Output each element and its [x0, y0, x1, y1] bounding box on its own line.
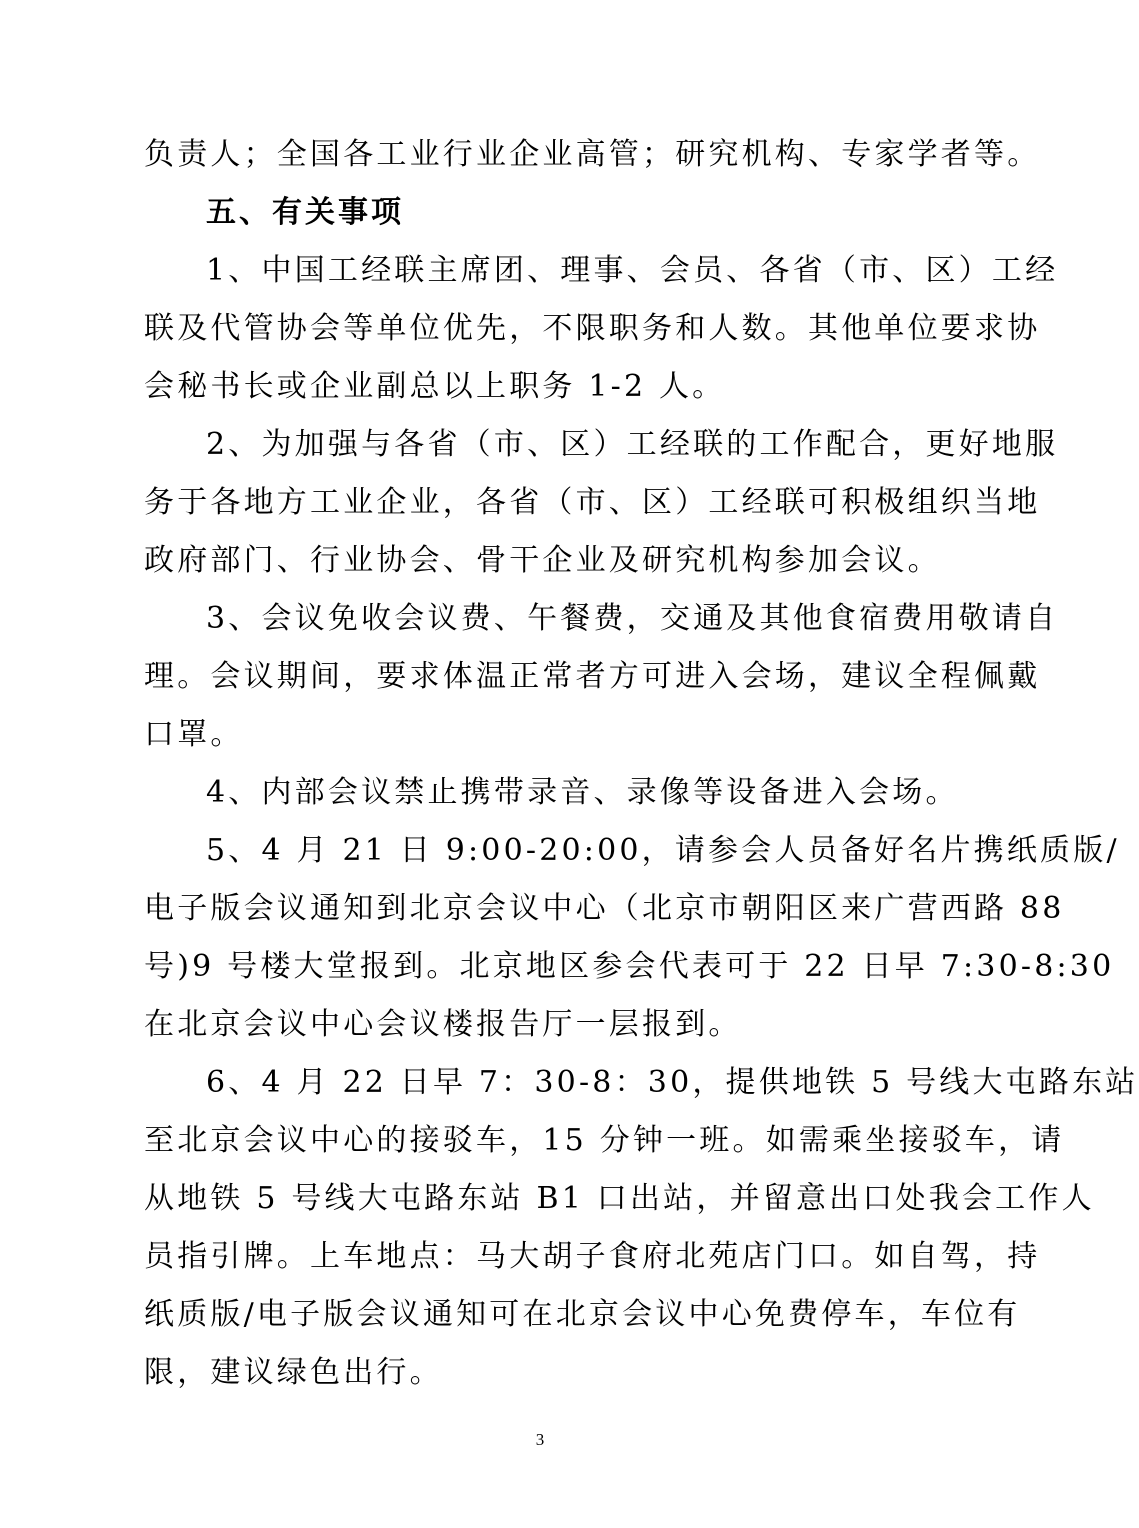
text-line: 5、4 月 21 日 9:00-20:00，请参会人员备好名片携纸质版/	[206, 833, 1120, 868]
text-line: 号)9 号楼大堂报到。北京地区参会代表可于 22 日早 7:30-8:30	[144, 949, 1115, 984]
text-line: 电子版会议通知到北京会议中心（北京市朝阳区来广营西路 88	[144, 891, 1065, 926]
text-line: 限，建议绿色出行。	[144, 1355, 443, 1390]
text-line: 政府部门、行业协会、骨干企业及研究机构参加会议。	[144, 543, 941, 578]
text-line: 联及代管协会等单位优先，不限职务和人数。其他单位要求协	[144, 311, 1041, 346]
text-line: 至北京会议中心的接驳车，15 分钟一班。如需乘坐接驳车，请	[144, 1123, 1065, 1158]
text-line: 纸质版/电子版会议通知可在北京会议中心免费停车，车位有	[144, 1297, 1021, 1332]
text-line: 6、4 月 22 日早 7：30-8：30，提供地铁 5 号线大屯路东站	[206, 1065, 1139, 1100]
text-line: 负责人；全国各工业行业企业高管；研究机构、专家学者等。	[144, 137, 1041, 172]
section-heading: 五、有关事项	[206, 195, 404, 230]
text-line: 口罩。	[144, 717, 244, 752]
document-body	[144, 126, 1139, 1402]
text-line: 理。会议期间，要求体温正常者方可进入会场，建议全程佩戴	[144, 659, 1041, 694]
text-line: 1、中国工经联主席团、理事、会员、各省（市、区）工经	[206, 253, 1059, 288]
text-line: 2、为加强与各省（市、区）工经联的工作配合，更好地服	[206, 427, 1059, 462]
text-line: 3、会议免收会议费、午餐费，交通及其他食宿费用敬请自	[206, 601, 1059, 636]
page-number: 3	[535, 1430, 545, 1449]
text-line: 会秘书长或企业副总以上职务 1-2 人。	[144, 369, 726, 404]
text-line: 4、内部会议禁止携带录音、录像等设备进入会场。	[206, 775, 959, 810]
text-line: 务于各地方工业企业，各省（市、区）工经联可积极组织当地	[144, 485, 1041, 520]
text-line: 在北京会议中心会议楼报告厅一层报到。	[144, 1007, 742, 1042]
text-line: 员指引牌。上车地点：马大胡子食府北苑店门口。如自驾，持	[144, 1239, 1041, 1274]
text-line: 从地铁 5 号线大屯路东站 B1 口出站，并留意出口处我会工作人	[144, 1181, 1095, 1216]
